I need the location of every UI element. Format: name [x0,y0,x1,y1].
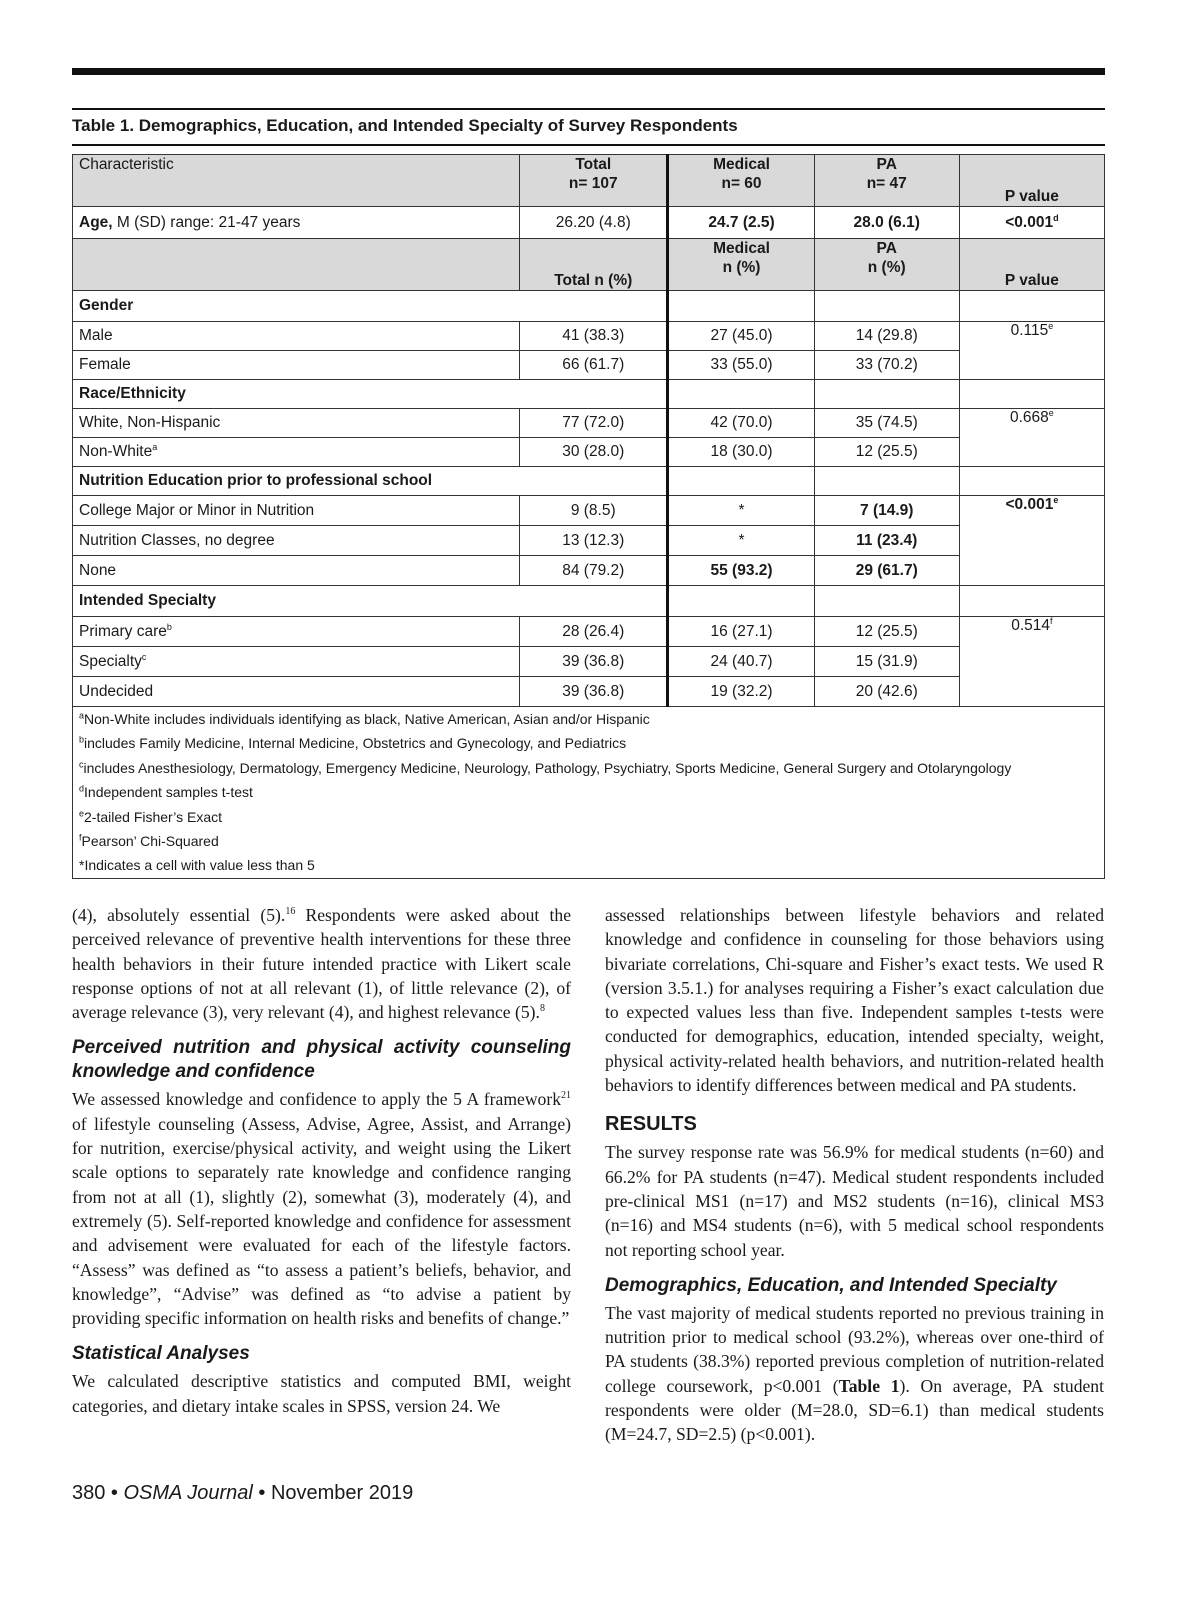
paragraph: The survey response rate was 56.9% for medical students (n=60) and 66.2% for PA students (n=47). Medical student respondents included pre-clinical MS1 (n=17) and MS2 students (n=16), clinical MS3 (n=16) and MS4 students (n=6), with 5 medical school respondents not reporting school year. [605,1142,1104,1260]
white-total: 77 (72.0) [520,409,668,438]
header-pa: PA n= 47 [814,155,959,207]
specialty-title: Intended Specialty [73,586,668,617]
nutrition-title: Nutrition Education prior to professional school [73,467,668,496]
footnote: $^b$includes Family Medicine, Internal Medicine, Obstetrics and Gynecology, and Pediatrics [79,734,627,752]
section-gender [73,291,1105,322]
row-specialty [73,647,1105,677]
table-subheader-row [73,239,1105,291]
primary-pa: 12 (25.5) [814,617,959,647]
female-medical: 33 (55.0) [668,351,814,380]
nonwhite-total: 30 (28.0) [520,438,668,467]
footnote: $^e$2-tailed Fisher’s Exact [79,807,222,825]
specialty-pa: 15 (31.9) [814,647,959,677]
age-p: <0.001$^d$ [959,207,1104,239]
left-column [72,903,571,1418]
top-rule [72,108,1105,110]
male-total: 41 (38.3) [520,322,668,351]
header-p-value: P value [959,155,1104,207]
undecided-total: 39 (36.8) [520,677,668,707]
race-title: Race/Ethnicity [73,380,668,409]
college-label: College Major or Minor in Nutrition [73,496,520,526]
header-characteristic: Characteristic [73,155,520,207]
nonwhite-label: Non-White$^a$ [73,438,520,467]
table-footnotes [73,707,1105,879]
classes-total: 13 (12.3) [520,526,668,556]
row-college [73,496,1105,526]
subheader-p-value: P value [959,239,1104,291]
row-male [73,322,1105,351]
college-medical: * [668,496,814,526]
row-none [73,556,1105,586]
page-footer: 380 • OSMA Journal • November 2019 [72,1482,414,1504]
classes-label: Nutrition Classes, no degree [73,526,520,556]
female-total: 66 (61.7) [520,351,668,380]
row-age [73,207,1105,239]
nutrition-p: <0.001$^e$ [959,496,1104,586]
table-1 [72,154,1105,879]
specialty-label: Specialty$^c$ [73,647,520,677]
none-total: 84 (79.2) [520,556,668,586]
subheader-total: Total n (%) [520,239,668,291]
page-number: 380 [72,1482,106,1504]
section-heading-demographics: Demographics, Education, and Intended Specialty [605,1274,1057,1296]
footnote: $^d$Independent samples t-test [79,783,253,801]
row-female [73,351,1105,380]
table-header-row [73,155,1105,207]
subheader-pa: PA n (%) [814,239,959,291]
section-nutrition [73,467,1105,496]
section-heading-statistical-analyses: Statistical Analyses [72,1343,250,1365]
row-white [73,409,1105,438]
primary-total: 28 (26.4) [520,617,668,647]
paragraph: We assessed knowledge and confidence to apply the 5 A framework$^{21}$ of lifestyle counseling (Assess, Advise, Agree, Assist, and Arrange) for nutrition, exercise/physical activity, and weight using the Likert scale options to separately rate knowledge and confidence ranging from not at all (1), slightly (2), somewhat (3), moderately (4), and extremely (5). Self-reported knowledge and confidence for assessment and advisement were evaluated for each of the lifestyle factors. “Assess” was defined as “to assess a patient’s beliefs, behavior, and knowledge”, “Advise” was defined as “to advise a patient by providing specific information on health risks and benefits of change.” [72,1089,571,1329]
footnote: $^c$includes Anesthesiology, Dermatology, Emergency Medicine, Neurology, Pathology, Psychiatry, Sports Medicine, General Surgery and Otolaryngology [79,759,1012,776]
row-primary [73,617,1105,647]
classes-pa: 11 (23.4) [814,526,959,556]
paragraph: (4), absolutely essential (5).$^{16}$ Respondents were asked about the perceived relevance of preventive health interventions for these three health behaviors in their future intended practice with Likert scale response options of not at all relevant (1), of little relevance (2), of average relevance (3), very relevant (4), and highest relevance (5).$^8$ [72,905,572,1023]
paragraph: The vast majority of medical students reported no previous training in nutrition prior to medical school (93.2%), whereas over one-third of PA students (38.3%) reported previous completion of nutrition-related college coursework, p<0.001 (Table 1). On average, PA student respondents were older (M=28.0, SD=6.1) than medical students (M=24.7, SD=2.5) (p<0.001). [605,1302,1104,1445]
undecided-medical: 19 (32.2) [668,677,814,707]
none-label: None [73,556,520,586]
header-medical: Medical n= 60 [668,155,814,207]
race-p: 0.668e [959,409,1104,467]
specialty-medical: 24 (40.7) [668,647,814,677]
male-medical: 27 (45.0) [668,322,814,351]
section-heading-counseling: Perceived nutrition and physical activity counseling knowledge and confidence [72,1037,571,1083]
nonwhite-medical: 18 (30.0) [668,438,814,467]
issue-date: November 2019 [270,1482,414,1504]
right-column [605,903,1104,1447]
subheader-empty [73,239,520,291]
nonwhite-pa: 12 (25.5) [814,438,959,467]
section-race [73,380,1105,409]
footnote: $^a$Non-White includes individuals identifying as black, Native American, Asian and/or Hispanic [79,710,650,727]
age-total: 26.20 (4.8) [520,207,668,239]
table-notes-row [73,707,1105,879]
top-bar [72,68,1105,75]
age-pa: 28.0 (6.1) [814,207,959,239]
paragraph: We calculated descriptive statistics and computed BMI, weight categories, and dietary intake scales in SPSS, version 24. We [72,1371,571,1416]
age-medical: 24.7 (2.5) [668,207,814,239]
section-heading-results: RESULTS [605,1113,697,1136]
undecided-pa: 20 (42.6) [814,677,959,707]
gender-title: Gender [73,291,668,322]
classes-medical: * [668,526,814,556]
row-undecided [73,677,1105,707]
undecided-label: Undecided [73,677,520,707]
header-total: Total n= 107 [520,155,668,207]
table-caption: Table 1. Demographics, Education, and Intended Specialty of Survey Respondents [72,116,738,135]
gender-p: 0.115e [959,322,1104,380]
female-pa: 33 (70.2) [814,351,959,380]
footnote: *Indicates a cell with value less than 5 [79,857,315,874]
white-label: White, Non-Hispanic [73,409,520,438]
subheader-medical: Medical n (%) [668,239,814,291]
none-pa: 29 (61.7) [814,556,959,586]
college-total: 9 (8.5) [520,496,668,526]
specialty-p: 0.514$^f$ [959,617,1104,707]
college-pa: 7 (14.9) [814,496,959,526]
male-label: Male [73,322,520,351]
female-label: Female [73,351,520,380]
primary-medical: 16 (27.1) [668,617,814,647]
specialty-total: 39 (36.8) [520,647,668,677]
male-pa: 14 (29.8) [814,322,959,351]
footnote: $^f$Pearson’ Chi-Squared [79,832,219,850]
row-nonwhite [73,438,1105,467]
section-specialty [73,586,1105,617]
journal-name: OSMA Journal [123,1482,253,1504]
primary-label: Primary care$^b$ [73,617,520,647]
caption-rule [72,144,1105,146]
white-pa: 35 (74.5) [814,409,959,438]
none-medical: 55 (93.2) [668,556,814,586]
row-classes [73,526,1105,556]
age-label: Age, M (SD) range: 21-47 years [73,207,520,239]
white-medical: 42 (70.0) [668,409,814,438]
paragraph: assessed relationships between lifestyle behaviors and related knowledge and confidence in counseling for those behaviors using bivariate correlations, Chi-square and Fisher’s exact tests. We used R (version 3.5.1.) for analyses requiring a Fisher’s exact calculation due to expected values less than five. Independent samples t-tests were conducted for demographics, education, intended specialty, weight, physical activity-related health behaviors, and nutrition-related health behaviors to identify differences between medical and PA students. [605,905,1104,1096]
